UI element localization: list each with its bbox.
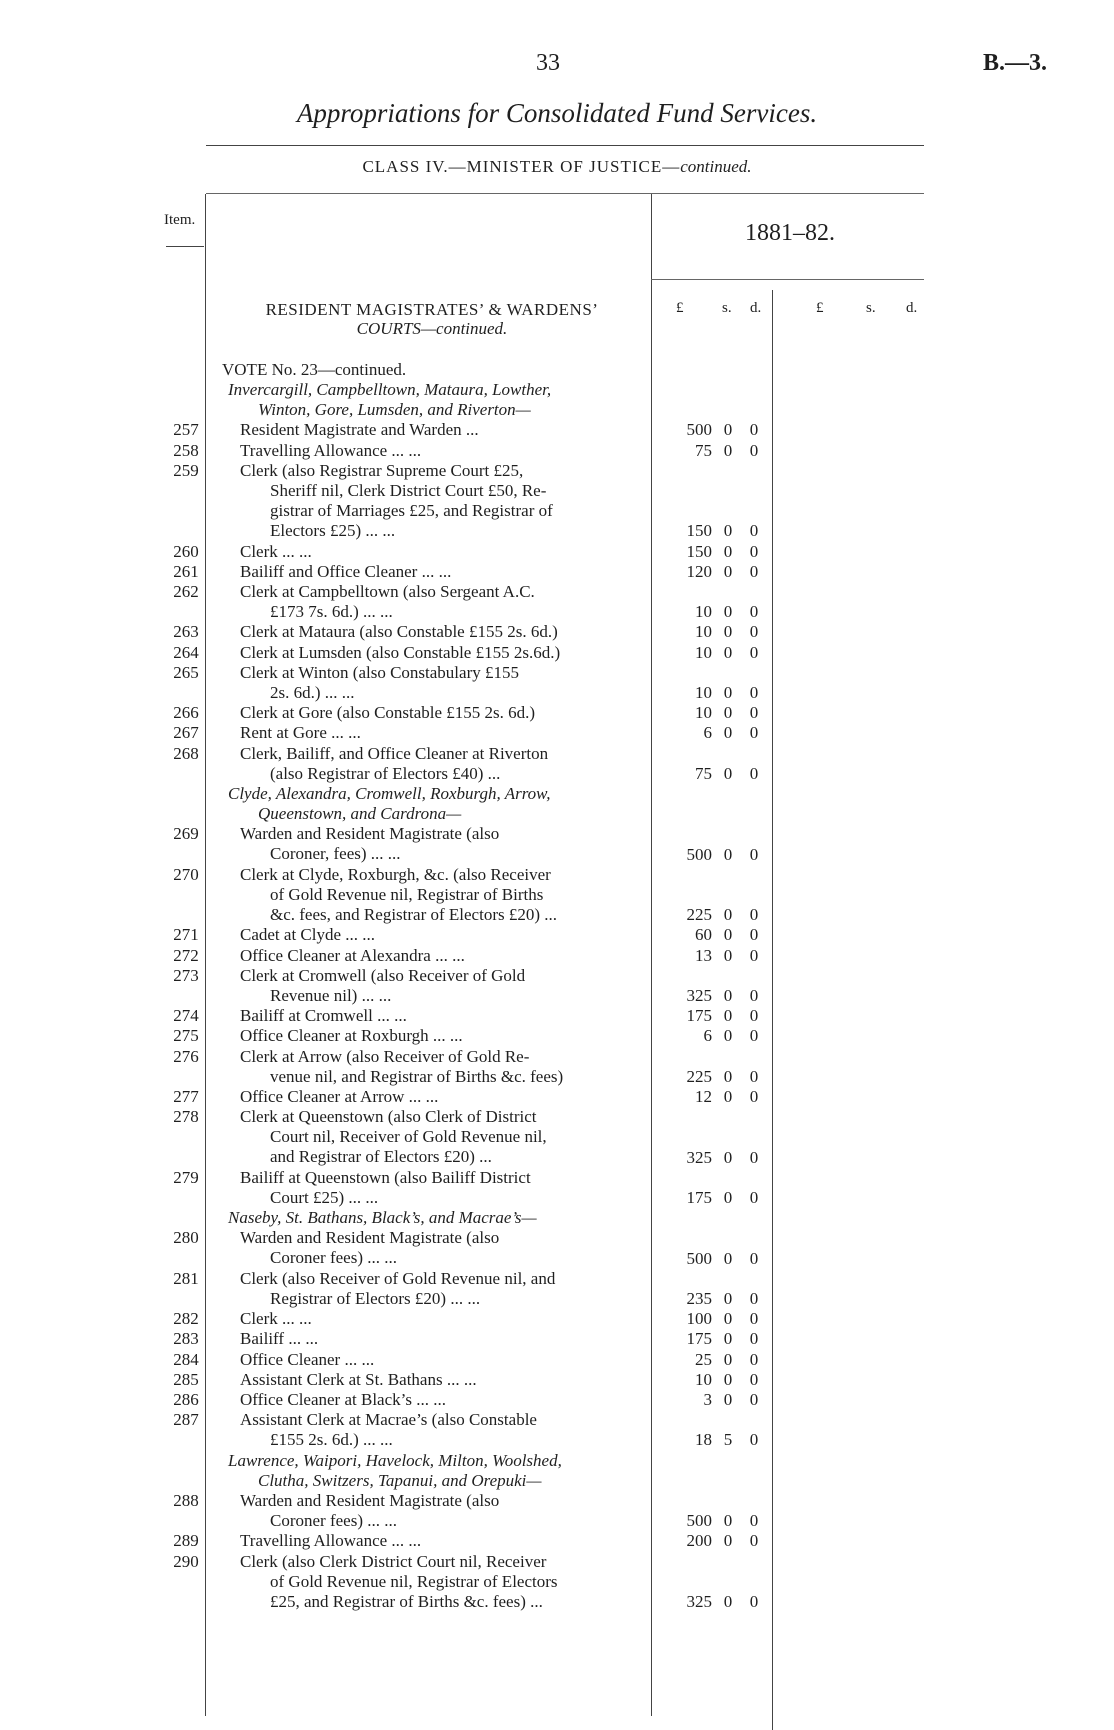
amount-pence: 0 [749, 541, 759, 561]
item-description [240, 1410, 640, 1450]
item-number: 270 [173, 864, 199, 884]
description-line: £25, and Registrar of Births &c. fees) ... [270, 1591, 543, 1611]
amount-shillings: 0 [723, 1289, 733, 1308]
amount-shillings: 0 [723, 1592, 733, 1611]
amount-pence: 0 [749, 1511, 759, 1531]
item-number: 273 [173, 965, 199, 985]
amount-pounds: 18 [695, 1430, 712, 1450]
amount-pounds: 500 [686, 420, 712, 440]
description-line: and Registrar of Electors £20) ... [270, 1147, 492, 1167]
amount-shillings: 0 [723, 521, 733, 541]
amount-pence: 0 [749, 723, 759, 743]
amount-shillings: 0 [723, 1531, 733, 1551]
description-line: Rent at Gore ... ... [240, 723, 361, 743]
amount-pence: 0 [749, 703, 759, 723]
group-heading [228, 1208, 628, 1228]
amount-pence: 0 [749, 1390, 759, 1409]
group-heading-line: Clutha, Switzers, Tapanui, and Orepuki— [258, 1470, 542, 1490]
description-line: Clerk at Campbelltown (also Sergeant A.C. [240, 582, 535, 601]
pound-heading: £ [676, 300, 684, 316]
amount-pence: 0 [749, 1531, 759, 1551]
amount-shillings: 0 [723, 763, 733, 783]
group-heading-line: Lawrence, Waipori, Havelock, Milton, Woolshed, [228, 1450, 562, 1470]
amount-pounds: 500 [686, 1248, 712, 1268]
item-number: 272 [173, 945, 199, 965]
item-number: 276 [173, 1046, 199, 1066]
item-number: 280 [173, 1228, 199, 1248]
pence-column-rule [772, 290, 773, 1730]
item-number: 263 [173, 622, 199, 642]
item-number: 275 [173, 1026, 199, 1046]
item-number: 287 [173, 1410, 199, 1430]
description-line: Clerk at Arrow (also Receiver of Gold Re- [240, 1046, 530, 1066]
item-number: 271 [173, 925, 199, 945]
amount-pounds: 325 [686, 1147, 712, 1167]
description-line: of Gold Revenue nil, Registrar of Electors [270, 1571, 558, 1591]
item-description [240, 824, 640, 864]
amount-pounds: 10 [695, 602, 712, 622]
description-line: Cadet at Clyde ... ... [240, 925, 376, 945]
amount-shillings: 0 [723, 1329, 733, 1349]
group-heading-line: Winton, Gore, Lumsden, and Riverton— [258, 400, 531, 419]
amount-pounds: 3 [703, 1390, 712, 1409]
item-description [240, 1370, 640, 1390]
item-description [240, 1531, 640, 1551]
description-line: Assistant Clerk at St. Bathans ... ... [240, 1369, 477, 1389]
year-rule [651, 279, 924, 280]
amount-pence: 0 [749, 925, 759, 945]
item-description [240, 925, 640, 945]
description-line: Office Cleaner at Alexandra ... ... [240, 945, 465, 965]
description-line: of Gold Revenue nil, Registrar of Births [270, 884, 544, 904]
amount-pounds: 150 [686, 521, 712, 541]
item-number: 264 [173, 642, 199, 662]
item-description [240, 1552, 640, 1612]
amount-shillings: 0 [723, 420, 733, 440]
description-line: Office Cleaner at Arrow ... ... [240, 1087, 439, 1106]
amount-pence: 0 [749, 683, 759, 702]
amount-pounds: 325 [686, 1592, 712, 1611]
description-line: £173 7s. 6d.) ... ... [270, 602, 393, 621]
description-line: Travelling Allowance ... ... [240, 440, 422, 460]
amount-pence: 0 [749, 561, 759, 581]
year-heading: 1881–82. [745, 220, 835, 246]
page-number: 33 [536, 50, 560, 76]
amount-pounds: 10 [695, 642, 712, 662]
amount-shillings: 0 [723, 683, 733, 702]
amount-shillings: 0 [723, 703, 733, 723]
amount-pounds: 225 [686, 1066, 712, 1086]
item-number: 268 [173, 743, 199, 763]
item-description [240, 1047, 640, 1087]
description-line: Bailiff at Queenstown (also Bailiff District [240, 1167, 531, 1187]
amount-column-rule [651, 194, 652, 1716]
item-description [240, 1350, 640, 1370]
amount-shillings: 0 [723, 1390, 733, 1409]
item-number: 269 [173, 824, 199, 844]
class-title [0, 157, 1114, 177]
item-number: 261 [173, 561, 199, 581]
description-line: Travelling Allowance ... ... [240, 1531, 422, 1551]
amount-shillings: 0 [723, 723, 733, 743]
description-line: Assistant Clerk at Macrae’s (also Constable [240, 1410, 537, 1430]
amount-shillings: 0 [723, 1026, 733, 1046]
amount-pounds: 13 [695, 945, 712, 965]
amount-pounds: 10 [695, 703, 712, 723]
description-line: Bailiff ... ... [240, 1329, 319, 1349]
amount-shillings: 0 [723, 1147, 733, 1167]
item-description [240, 1168, 640, 1208]
shillings-heading-2: s. [866, 300, 876, 316]
description-line: Coroner fees) ... ... [270, 1248, 397, 1268]
amount-shillings: 0 [723, 561, 733, 581]
item-number: 258 [173, 440, 199, 460]
item-description [240, 441, 640, 461]
description-line: Warden and Resident Magistrate (also [240, 824, 500, 844]
amount-pounds: 60 [695, 925, 712, 945]
amount-shillings: 0 [723, 844, 733, 864]
item-description [240, 1390, 640, 1410]
item-description [240, 966, 640, 1006]
item-number: 281 [173, 1268, 199, 1288]
description-line: £155 2s. 6d.) ... ... [270, 1430, 393, 1450]
description-line: Warden and Resident Magistrate (also [240, 1228, 500, 1248]
item-number: 266 [173, 703, 199, 723]
class-title-main: CLASS IV.—MINISTER OF JUSTICE— [362, 157, 681, 176]
amount-pence: 0 [749, 1006, 759, 1026]
item-description [240, 1107, 640, 1167]
amount-pounds: 150 [686, 541, 712, 561]
description-line: Office Cleaner at Roxburgh ... ... [240, 1026, 463, 1046]
amount-pounds: 10 [695, 622, 712, 642]
description-line: Bailiff at Cromwell ... ... [240, 1006, 407, 1026]
description-line: Bailiff and Office Cleaner ... ... [240, 561, 452, 581]
amount-pence: 0 [749, 1147, 759, 1167]
item-description [240, 1491, 640, 1531]
amount-pounds: 225 [686, 905, 712, 925]
item-description [240, 723, 640, 743]
amount-shillings: 0 [723, 1248, 733, 1268]
item-number: 265 [173, 662, 199, 682]
amount-shillings: 0 [723, 622, 733, 642]
amount-shillings: 0 [723, 1349, 733, 1369]
amount-pence: 0 [749, 1592, 759, 1611]
amount-pounds: 175 [686, 1006, 712, 1026]
amount-pounds: 6 [703, 1026, 712, 1046]
description-line: Office Cleaner at Black’s ... ... [240, 1390, 446, 1409]
amount-shillings: 0 [723, 1066, 733, 1086]
description-line: Electors £25) ... ... [270, 520, 396, 540]
description-line: Resident Magistrate and Warden ... [240, 420, 479, 440]
item-number: 283 [173, 1329, 199, 1349]
item-description [240, 744, 640, 784]
description-line: Clerk at Gore (also Constable £155 2s. 6d.) [240, 703, 536, 723]
amount-pence: 0 [749, 986, 759, 1005]
item-number: 286 [173, 1390, 199, 1409]
item-description [240, 1006, 640, 1026]
amount-pence: 0 [749, 642, 759, 662]
item-description [240, 865, 640, 925]
item-column-heading: Item. [164, 212, 196, 228]
item-description [240, 1087, 640, 1107]
amount-pounds: 10 [695, 1369, 712, 1389]
amount-pence: 0 [749, 1066, 759, 1086]
item-description [240, 1228, 640, 1268]
amount-pounds: 75 [695, 440, 712, 460]
amount-shillings: 0 [723, 905, 733, 925]
description-line: Clerk ... ... [240, 541, 312, 561]
amount-pence: 0 [749, 763, 759, 783]
amount-pence: 0 [749, 440, 759, 460]
item-number: 277 [173, 1087, 199, 1106]
item-number: 284 [173, 1349, 199, 1369]
description-line: Clerk at Winton (also Constabulary £155 [240, 662, 519, 682]
amount-pounds: 10 [695, 683, 712, 702]
item-description [240, 562, 640, 582]
item-number: 260 [173, 541, 199, 561]
amount-shillings: 0 [723, 1188, 733, 1207]
section-title [222, 300, 642, 338]
item-description [240, 1329, 640, 1349]
item-number: 267 [173, 723, 199, 743]
description-line: Warden and Resident Magistrate (also [240, 1491, 500, 1510]
amount-shillings: 0 [723, 1087, 733, 1106]
description-line: Registrar of Electors £20) ... ... [270, 1288, 481, 1308]
amount-pence: 0 [749, 1329, 759, 1349]
amount-shillings: 0 [723, 642, 733, 662]
description-line: Clerk, Bailiff, and Office Cleaner at Riverton [240, 743, 549, 763]
description-line: Office Cleaner ... ... [240, 1349, 375, 1369]
amount-pence: 0 [749, 945, 759, 965]
pound-heading-2: £ [816, 300, 824, 316]
description-line: Clerk at Queenstown (also Clerk of District [240, 1107, 537, 1127]
item-description [240, 542, 640, 562]
amount-pence: 0 [749, 1248, 759, 1268]
group-heading-line: Clyde, Alexandra, Cromwell, Roxburgh, Arrow, [228, 784, 551, 803]
amount-pence: 0 [749, 622, 759, 642]
amount-pence: 0 [749, 905, 759, 925]
description-line: venue nil, and Registrar of Births &c. fees) [270, 1066, 564, 1086]
section-title-line-1: RESIDENT MAGISTRATES’ & WARDENS’ [265, 300, 599, 319]
amount-pounds: 325 [686, 986, 712, 1005]
item-description [240, 1269, 640, 1309]
item-description [240, 582, 640, 622]
amount-pence: 0 [749, 602, 759, 622]
item-description [240, 643, 640, 663]
description-line: Coroner fees) ... ... [270, 1511, 397, 1530]
item-number: 274 [173, 1006, 199, 1026]
item-number: 257 [173, 420, 199, 440]
description-line: Court £25) ... ... [270, 1187, 379, 1207]
description-line: Court nil, Receiver of Gold Revenue nil, [270, 1127, 547, 1147]
item-number: 278 [173, 1107, 199, 1127]
page-title: Appropriations for Consolidated Fund Services. [296, 98, 818, 128]
amount-shillings: 0 [723, 1369, 733, 1389]
amount-pounds: 75 [695, 763, 712, 783]
amount-pence: 0 [749, 844, 759, 864]
amount-pence: 0 [749, 1349, 759, 1369]
description-line: Clerk at Clyde, Roxburgh, &c. (also Receiver [240, 864, 551, 884]
description-line: gistrar of Marriages £25, and Registrar of [270, 500, 553, 520]
item-number: 279 [173, 1167, 199, 1187]
item-heading-rule [166, 246, 204, 247]
amount-pounds: 6 [703, 723, 712, 743]
amount-pounds: 200 [686, 1531, 712, 1551]
amount-pounds: 175 [686, 1329, 712, 1349]
item-description [240, 461, 640, 541]
amount-pence: 0 [749, 521, 759, 541]
amount-pence: 0 [749, 1188, 759, 1207]
amount-shillings: 0 [723, 986, 733, 1005]
description-line: Clerk at Mataura (also Constable £155 2s. 6d.) [240, 622, 558, 642]
amount-pence: 0 [749, 1087, 759, 1106]
page-code: B.—3. [983, 50, 1048, 76]
shillings-heading: s. [722, 300, 732, 316]
description-line: Coroner, fees) ... ... [270, 844, 401, 864]
amount-pence: 0 [749, 1026, 759, 1046]
item-description [240, 420, 640, 440]
item-number: 262 [173, 582, 199, 601]
item-number: 290 [173, 1551, 199, 1571]
class-rule [206, 193, 924, 194]
amount-pence: 0 [749, 1369, 759, 1389]
group-heading-line: Naseby, St. Bathans, Black’s, and Macrae’s— [228, 1208, 537, 1228]
description-line: Clerk at Lumsden (also Constable £155 2s.6d.) [240, 642, 561, 662]
description-line: Clerk at Cromwell (also Receiver of Gold [240, 965, 526, 985]
amount-pence: 0 [749, 1430, 759, 1450]
amount-pounds: 12 [695, 1087, 712, 1106]
description-line: (also Registrar of Electors £40) ... [270, 763, 501, 783]
item-description [240, 703, 640, 723]
group-heading-line: Queenstown, and Cardrona— [258, 804, 462, 823]
item-description [240, 946, 640, 966]
amount-shillings: 5 [723, 1430, 733, 1450]
amount-shillings: 0 [723, 945, 733, 965]
group-heading [228, 1451, 628, 1491]
class-title-suffix: continued. [680, 157, 752, 176]
amount-pence: 0 [749, 420, 759, 440]
pence-heading: d. [750, 300, 762, 316]
description-line: Clerk (also Receiver of Gold Revenue nil, and [240, 1268, 556, 1288]
description-line: &c. fees, and Registrar of Electors £20) ... [270, 904, 558, 924]
description-line: 2s. 6d.) ... ... [270, 682, 355, 702]
title-rule [206, 145, 924, 146]
item-number: 289 [173, 1531, 199, 1551]
item-description [240, 1026, 640, 1046]
amount-pence: 0 [749, 1309, 759, 1329]
item-number: 282 [173, 1309, 199, 1329]
item-number: 288 [173, 1491, 199, 1510]
amount-pounds: 120 [686, 561, 712, 581]
amount-pounds: 500 [686, 1511, 712, 1531]
amount-pence: 0 [749, 1289, 759, 1308]
group-heading [228, 380, 628, 420]
section-title-line-2: COURTS—continued. [356, 319, 508, 338]
group-heading [228, 784, 628, 824]
amount-pounds: 25 [695, 1349, 712, 1369]
item-description [240, 622, 640, 642]
amount-pounds: 500 [686, 844, 712, 864]
item-description [240, 1309, 640, 1329]
description-line: Clerk (also Clerk District Court nil, Receiver [240, 1551, 547, 1571]
vote-heading: VOTE No. 23—continued. [222, 360, 407, 379]
description-line: Sheriff nil, Clerk District Court £50, Re- [270, 480, 547, 500]
item-number: 285 [173, 1369, 199, 1389]
amount-shillings: 0 [723, 925, 733, 945]
amount-pounds: 100 [686, 1309, 712, 1329]
item-column-rule [205, 194, 206, 1716]
description-line: Revenue nil) ... ... [270, 985, 392, 1005]
amount-shillings: 0 [723, 1309, 733, 1329]
amount-pounds: 235 [686, 1289, 712, 1308]
group-heading-line: Invercargill, Campbelltown, Mataura, Lowther, [228, 380, 552, 399]
pence-heading-2: d. [906, 300, 918, 316]
amount-pounds: 175 [686, 1188, 712, 1207]
description-line: Clerk ... ... [240, 1309, 312, 1329]
amount-shillings: 0 [723, 541, 733, 561]
amount-shillings: 0 [723, 1006, 733, 1026]
item-number: 259 [173, 460, 199, 480]
amount-shillings: 0 [723, 440, 733, 460]
item-description [240, 663, 640, 703]
description-line: Clerk (also Registrar Supreme Court £25, [240, 460, 524, 480]
amount-shillings: 0 [723, 1511, 733, 1531]
amount-shillings: 0 [723, 602, 733, 622]
